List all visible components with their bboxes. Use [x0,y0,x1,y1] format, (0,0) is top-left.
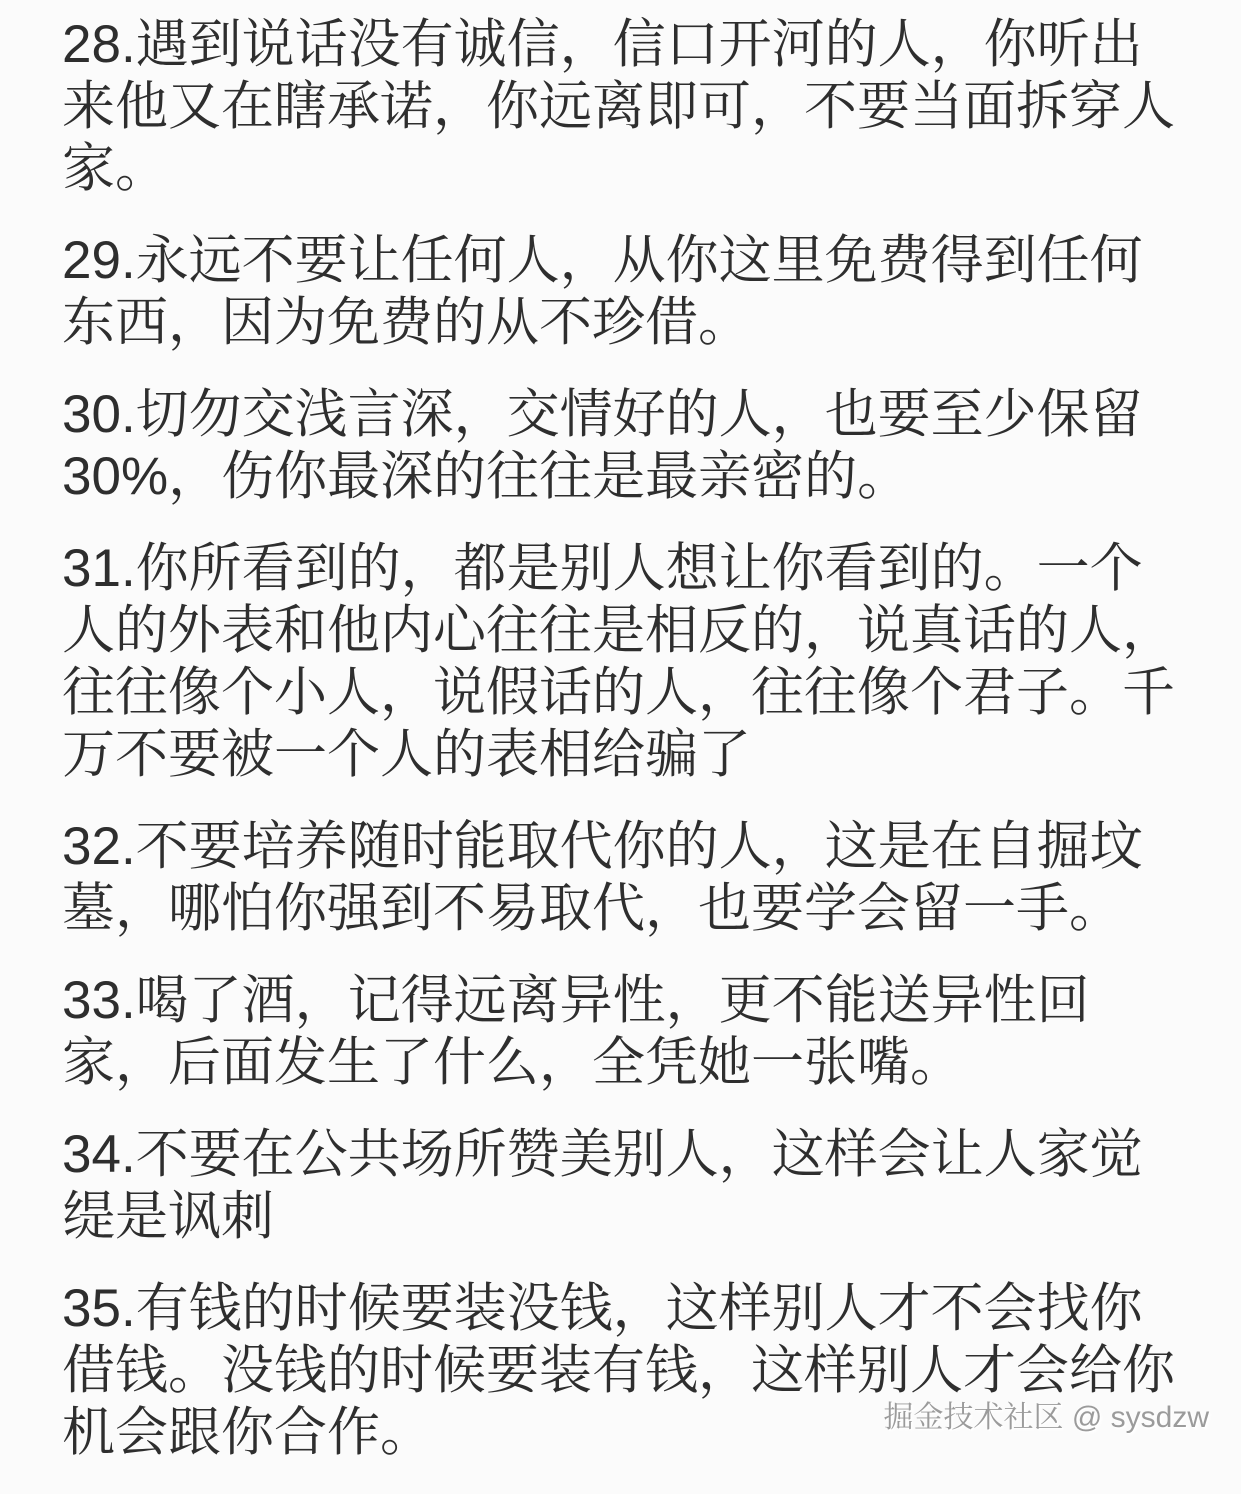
list-item-30: 30.切勿交浅言深，交情好的人，也要至少保留30%，伤你最深的往往是最亲密的。 [62,385,1143,506]
list-item-28: 28.遇到说话没有诚信，信口开河的人，你听出来他又在瞎承诺，你远离即可，不要当面拆穿人家。 [62,15,1175,198]
list-item-29: 29.永远不要让任何人，从你这里免费得到任何东西，因为免费的从不珍借。 [62,231,1143,352]
list-item-31: 31.你所看到的，都是别人想让你看到的。一个人的外表和他内心往往是相反的，说真话的人，往往像个小人，说假话的人，往往像个君子。千万不要被一个人的表相给骗了 [62,539,1175,784]
list-item-33: 33.喝了酒，记得远离异性，更不能送异性回家，后面发生了什么，全凭她一张嘴。 [62,971,1090,1092]
list-item-35: 35.有钱的时候要装没钱，这样别人才不会找你借钱。没钱的时候要装有钱，这样别人才会给你机会跟你合作。 [62,1279,1175,1462]
watermark: 掘金技术社区 @ sysdzw [883,1401,1209,1434]
list-item-34: 34.不要在公共场所赞美别人，这样会让人家觉缇是讽刺 [62,1125,1143,1246]
list-item-32: 32.不要培养随时能取代你的人，这是在自掘坟墓，哪怕你强到不易取代，也要学会留一手。 [62,817,1143,938]
advice-list [62,14,1180,1494]
